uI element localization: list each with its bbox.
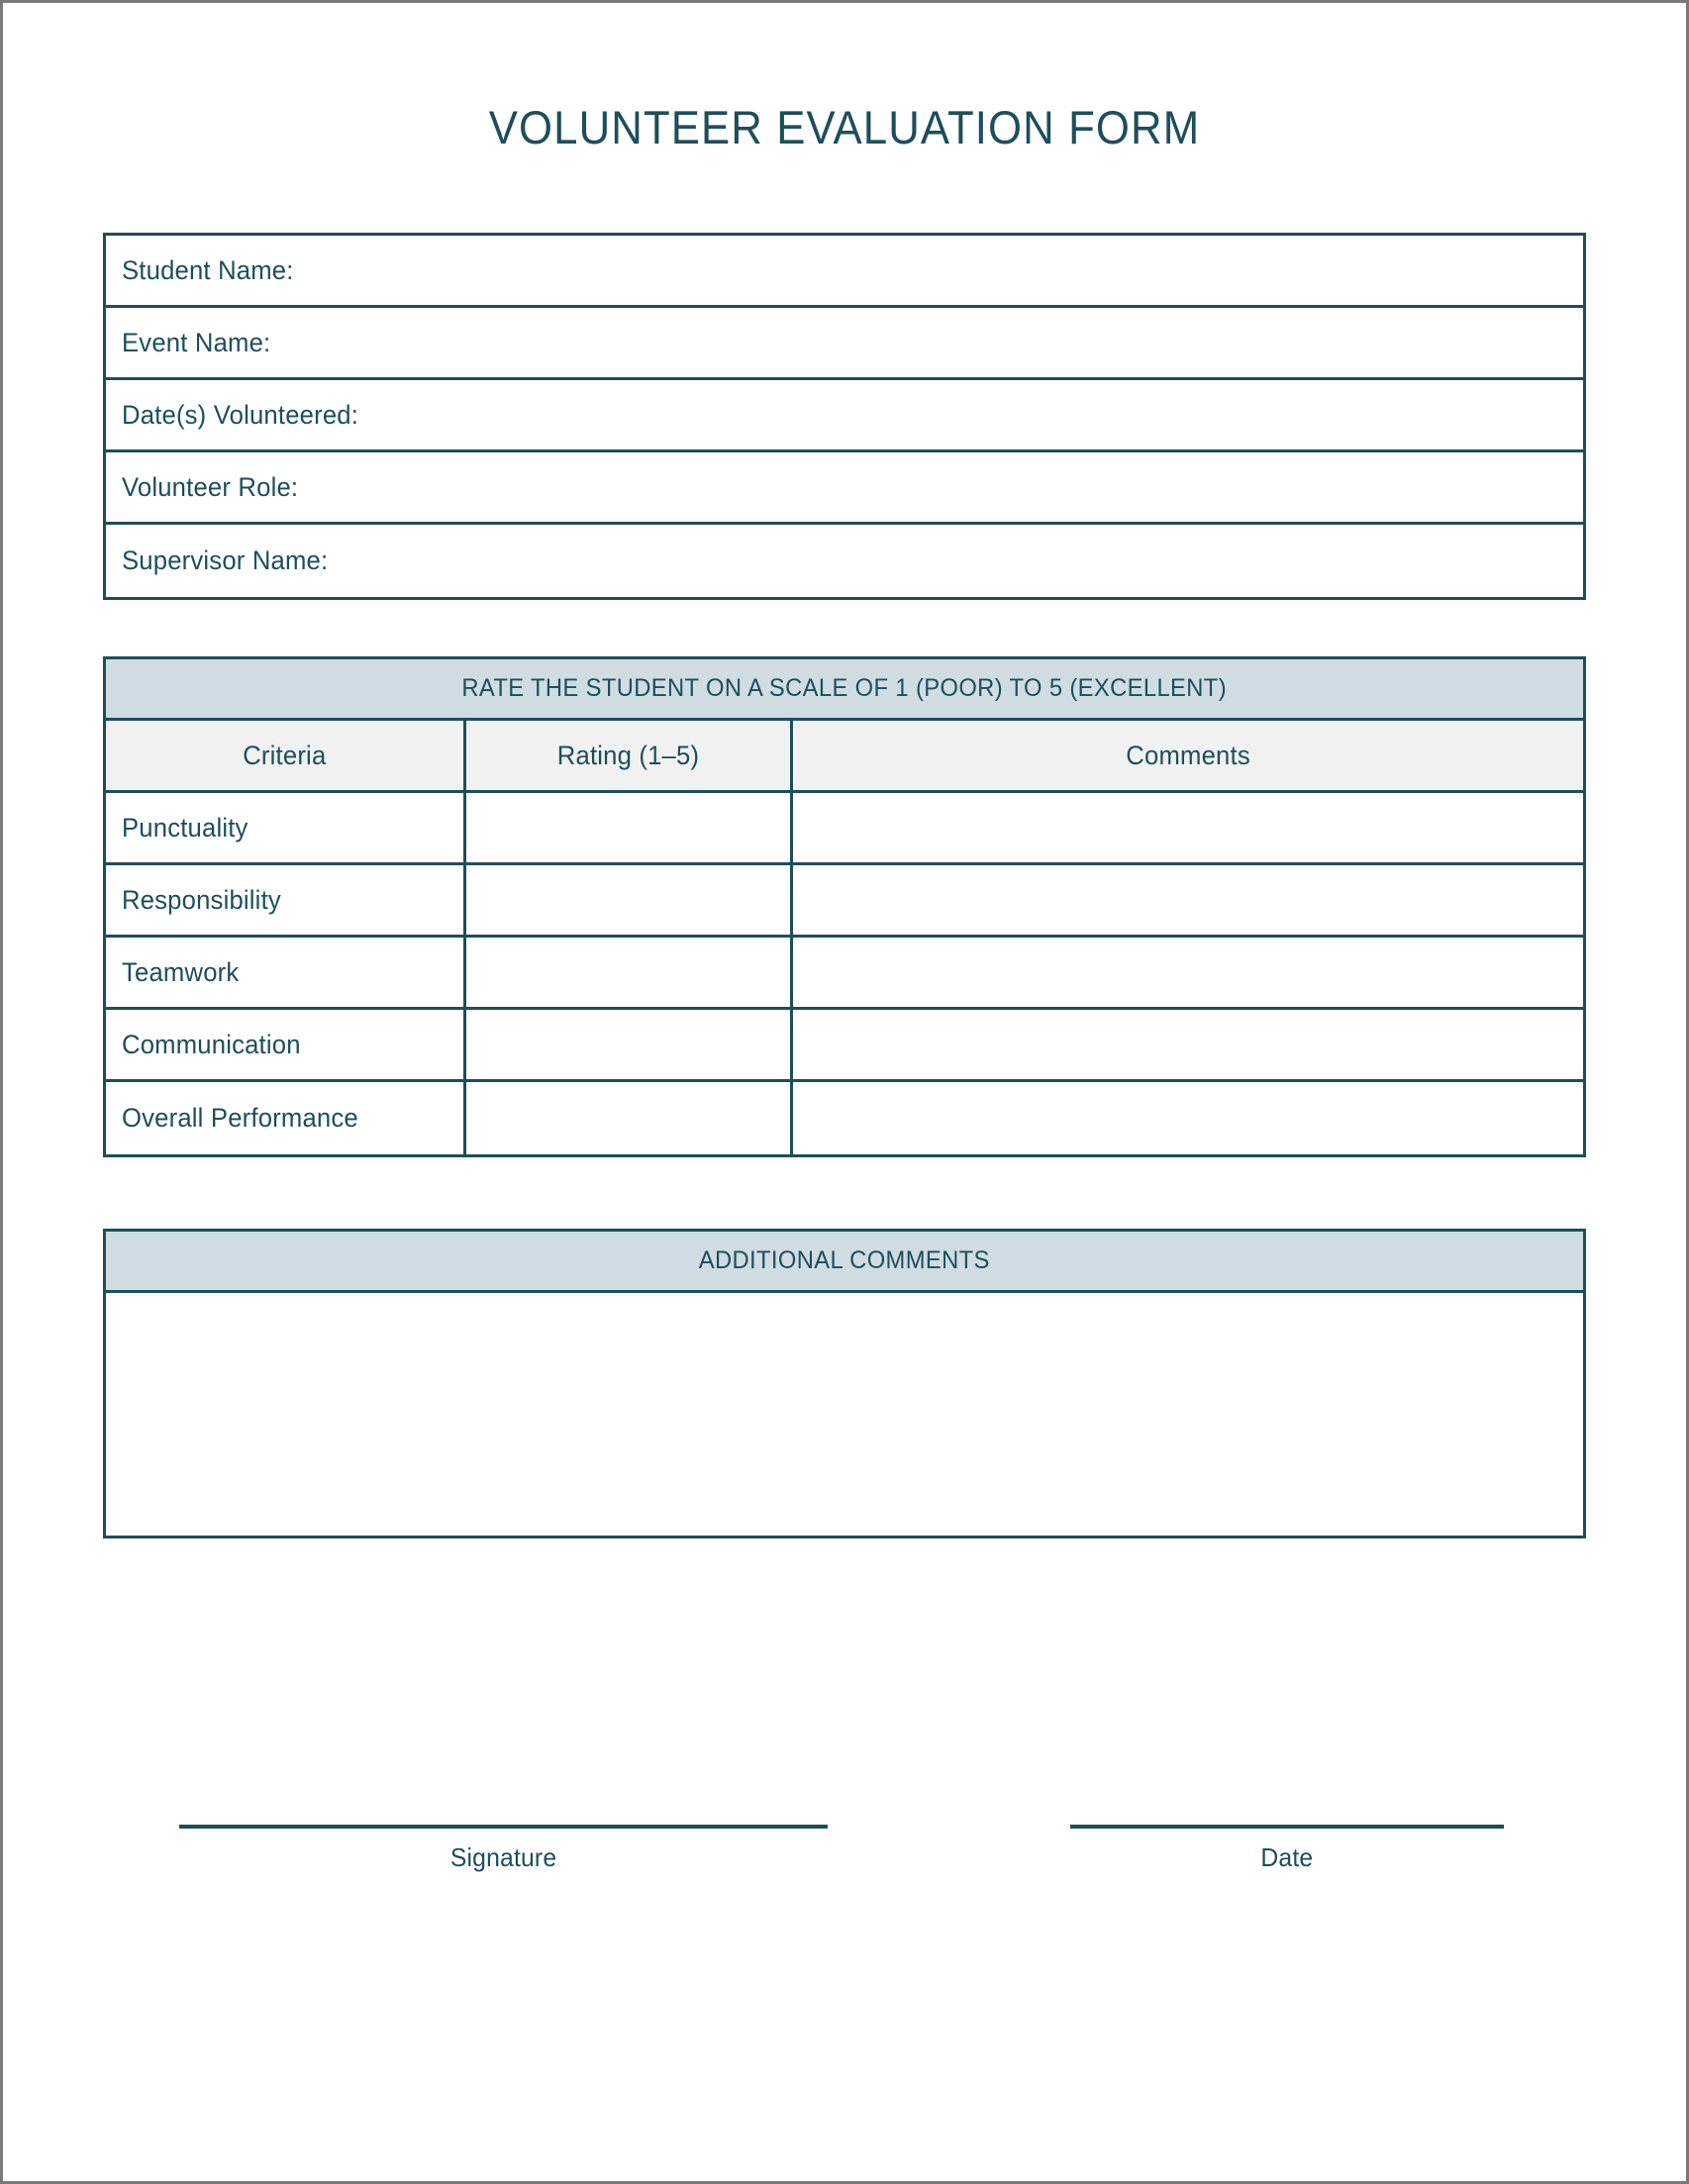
field-label-supervisor-name: Supervisor Name: bbox=[122, 546, 329, 575]
comments-input-teamwork[interactable] bbox=[793, 938, 1583, 1007]
column-header-criteria bbox=[106, 721, 466, 790]
date-label: Date bbox=[1260, 1842, 1314, 1872]
field-label-event-name: Event Name: bbox=[122, 327, 271, 357]
rating-table-banner bbox=[106, 659, 1583, 721]
criteria-label-punctuality: Punctuality bbox=[122, 812, 248, 843]
rating-table-banner-text: RATE THE STUDENT ON A SCALE OF 1 (POOR) TO 5 (EXCELLENT) bbox=[461, 674, 1228, 702]
column-header-comments-text: Comments bbox=[1126, 740, 1250, 770]
rating-input-responsibility[interactable] bbox=[466, 865, 793, 935]
comments-input-communication[interactable] bbox=[793, 1010, 1583, 1079]
rating-input-overall-performance[interactable] bbox=[466, 1082, 793, 1154]
field-label-student-name: Student Name: bbox=[122, 254, 294, 285]
criteria-label-responsibility: Responsibility bbox=[122, 884, 281, 915]
criteria-label-communication: Communication bbox=[122, 1029, 301, 1059]
column-header-rating bbox=[466, 721, 793, 790]
criteria-cell-responsibility bbox=[106, 865, 466, 935]
field-row-student-name[interactable] bbox=[106, 236, 1583, 308]
date-line bbox=[1070, 1825, 1504, 1829]
table-row bbox=[106, 865, 1583, 938]
criteria-label-overall-performance: Overall Performance bbox=[122, 1103, 358, 1133]
date-field[interactable] bbox=[1070, 1825, 1504, 1873]
criteria-cell-punctuality bbox=[106, 793, 466, 862]
rating-input-punctuality[interactable] bbox=[466, 793, 793, 862]
additional-comments-banner bbox=[106, 1232, 1583, 1293]
criteria-label-teamwork: Teamwork bbox=[122, 956, 240, 987]
table-row bbox=[106, 793, 1583, 865]
signature-area bbox=[3, 1825, 1686, 1963]
date-label-wrap bbox=[1070, 1842, 1504, 1873]
page-title: VOLUNTEER EVALUATION FORM bbox=[488, 101, 1201, 153]
table-row bbox=[106, 938, 1583, 1010]
field-row-volunteer-role[interactable] bbox=[106, 452, 1583, 525]
comments-input-punctuality[interactable] bbox=[793, 793, 1583, 862]
column-header-comments bbox=[793, 721, 1583, 790]
comments-input-overall-performance[interactable] bbox=[793, 1082, 1583, 1154]
student-info-block bbox=[103, 233, 1586, 600]
additional-comments-block bbox=[103, 1229, 1586, 1539]
criteria-cell-communication bbox=[106, 1010, 466, 1079]
field-row-dates-volunteered[interactable] bbox=[106, 380, 1583, 452]
column-header-rating-text: Rating (1–5) bbox=[556, 740, 700, 770]
rating-table bbox=[103, 656, 1586, 1157]
rating-input-communication[interactable] bbox=[466, 1010, 793, 1079]
table-row bbox=[106, 1010, 1583, 1082]
form-sheet bbox=[3, 3, 1686, 2181]
field-label-volunteer-role: Volunteer Role: bbox=[122, 471, 299, 502]
column-header-criteria-text: Criteria bbox=[243, 740, 327, 770]
rating-table-header-row bbox=[106, 721, 1583, 793]
comments-input-responsibility[interactable] bbox=[793, 865, 1583, 935]
additional-comments-banner-text: ADDITIONAL COMMENTS bbox=[699, 1246, 990, 1274]
rating-input-teamwork[interactable] bbox=[466, 938, 793, 1007]
signature-field[interactable] bbox=[179, 1825, 828, 1873]
field-row-event-name[interactable] bbox=[106, 308, 1583, 380]
additional-comments-input[interactable] bbox=[106, 1293, 1583, 1536]
table-row bbox=[106, 1082, 1583, 1154]
signature-label: Signature bbox=[449, 1842, 557, 1872]
criteria-cell-teamwork bbox=[106, 938, 466, 1007]
signature-line bbox=[179, 1825, 828, 1829]
criteria-cell-overall-performance bbox=[106, 1082, 466, 1154]
field-row-supervisor-name[interactable] bbox=[106, 525, 1583, 597]
field-label-dates-volunteered: Date(s) Volunteered: bbox=[122, 399, 359, 430]
signature-label-wrap bbox=[179, 1842, 828, 1873]
